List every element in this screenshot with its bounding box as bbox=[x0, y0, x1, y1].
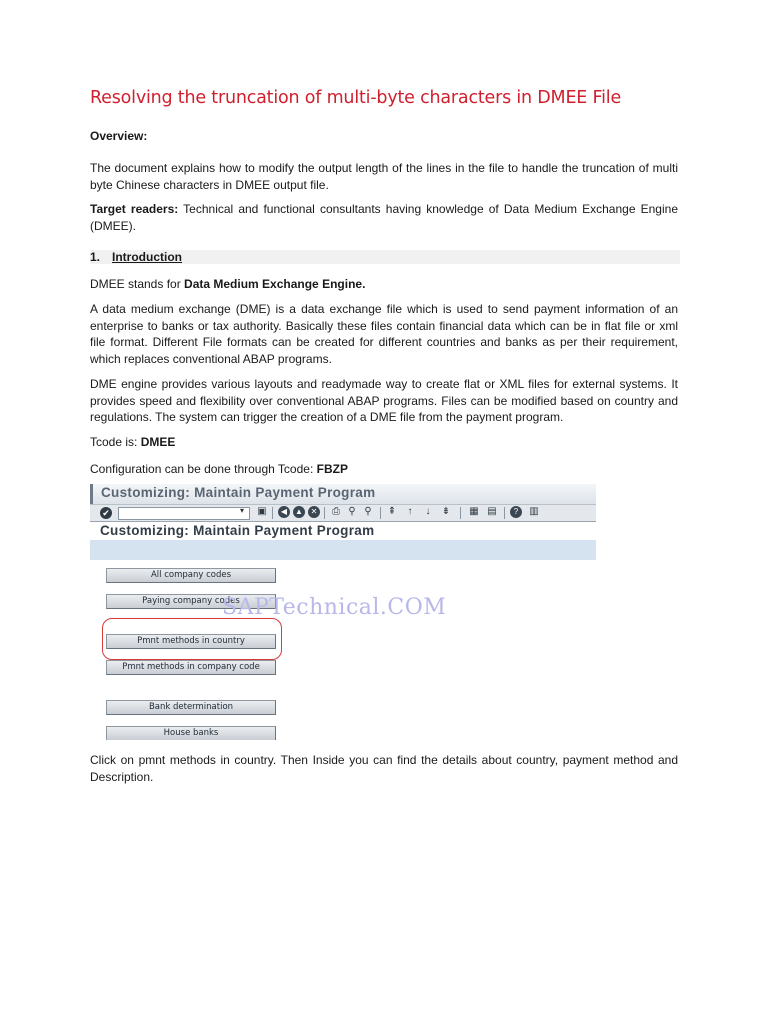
sap-screen-header bbox=[90, 522, 596, 540]
section-introduction-heading bbox=[90, 250, 680, 264]
sap-screen-title: Customizing: Maintain Payment Program bbox=[100, 523, 375, 538]
house-banks-button[interactable]: House banks bbox=[106, 726, 276, 740]
tcode-prefix: Tcode is: bbox=[90, 435, 141, 449]
sap-screenshot bbox=[90, 484, 596, 740]
cancel-icon[interactable]: ✕ bbox=[308, 506, 320, 518]
target-readers-text: Technical and functional consultants having knowledge of Data Medium Exchange Engine (DMEE). bbox=[90, 202, 678, 233]
pmnt-methods-in-country-button[interactable]: Pmnt methods in country bbox=[106, 634, 276, 649]
all-company-codes-button[interactable]: All company codes bbox=[106, 568, 276, 583]
dme-engine-paragraph: DME engine provides various layouts and readymade way to create flat or XML files for external systems. It provides speed and flexibility over conventional ABAP programs. Files can be modified based on country and regulations. The system can trigger the creation of a DME file from the payment program. bbox=[90, 377, 678, 424]
toolbar-separator bbox=[504, 507, 505, 519]
tcode-value: DMEE bbox=[140, 435, 176, 449]
sap-window-title: Customizing: Maintain Payment Program bbox=[101, 485, 376, 500]
target-readers-paragraph bbox=[90, 201, 678, 234]
enter-check-icon[interactable]: ✔ bbox=[100, 507, 112, 519]
bank-determination-button[interactable]: Bank determination bbox=[106, 700, 276, 715]
toolbar-separator bbox=[272, 507, 273, 519]
dmee-definition bbox=[90, 276, 678, 293]
previous-page-icon[interactable]: ↑ bbox=[407, 506, 413, 517]
document-title: Resolving the truncation of multi-byte characters in DMEE File bbox=[90, 88, 622, 108]
sap-window-titlebar bbox=[90, 484, 596, 504]
create-session-icon[interactable]: ▦ bbox=[469, 506, 479, 517]
config-tcode: FBZP bbox=[316, 462, 348, 476]
exit-icon[interactable]: ▲ bbox=[293, 506, 305, 518]
dmee-definition-prefix: DMEE stands for bbox=[90, 277, 185, 291]
toolbar-separator bbox=[324, 507, 325, 519]
paying-company-codes-button[interactable]: Paying company codes bbox=[106, 594, 276, 609]
help-icon[interactable]: ? bbox=[510, 506, 522, 518]
overview-heading: Overview: bbox=[90, 129, 148, 143]
tcode-line bbox=[90, 434, 678, 451]
sap-application-toolbar bbox=[90, 540, 596, 560]
watermark-text: SAPTechnical.COM bbox=[222, 595, 447, 620]
sap-toolbar bbox=[90, 504, 596, 522]
pmnt-methods-in-company-code-button[interactable]: Pmnt methods in company code bbox=[106, 660, 276, 675]
config-line bbox=[90, 461, 678, 478]
shortcut-icon[interactable]: ▤ bbox=[487, 506, 497, 517]
save-icon[interactable]: ▣ bbox=[257, 506, 267, 517]
next-page-icon[interactable]: ↓ bbox=[425, 506, 431, 517]
back-icon[interactable]: ◀ bbox=[278, 506, 290, 518]
layout-menu-icon[interactable]: ▥ bbox=[529, 506, 539, 517]
section-title: Introduction bbox=[112, 250, 182, 264]
section-number: 1. bbox=[90, 250, 101, 264]
config-prefix: Configuration can be done through Tcode: bbox=[90, 462, 317, 476]
target-readers-label: Target readers: bbox=[90, 202, 179, 216]
dme-paragraph: A data medium exchange (DME) is a data exchange file which is used to send payment information of an enterprise to banks or tax authority. Basically these files contain financial data which can be in flat file or xml file format. Different File formats can be created for different countries and banks as per their requirement, which replaces conventional ABAP programs. bbox=[90, 302, 678, 366]
command-field[interactable] bbox=[118, 507, 250, 520]
first-page-icon[interactable]: ⇞ bbox=[387, 506, 397, 517]
print-icon[interactable]: ⎙ bbox=[332, 506, 340, 517]
click-instruction-paragraph: Click on pmnt methods in country. Then Inside you can find the details about country, payment method and Description. bbox=[90, 753, 678, 784]
toolbar-separator bbox=[380, 507, 381, 519]
last-page-icon[interactable]: ⇟ bbox=[441, 506, 451, 517]
find-icon[interactable]: ⚲ bbox=[348, 506, 356, 517]
highlight-annotation bbox=[102, 618, 282, 660]
dmee-definition-term: Data Medium Exchange Engine. bbox=[184, 277, 366, 291]
command-dropdown-icon[interactable]: ▾ bbox=[240, 506, 245, 515]
find-next-icon[interactable]: ⚲ bbox=[364, 506, 372, 517]
overview-paragraph: The document explains how to modify the output length of the lines in the file to handle the truncation of multi byte Chinese characters in DMEE output file. bbox=[90, 161, 678, 192]
toolbar-separator bbox=[460, 507, 461, 519]
